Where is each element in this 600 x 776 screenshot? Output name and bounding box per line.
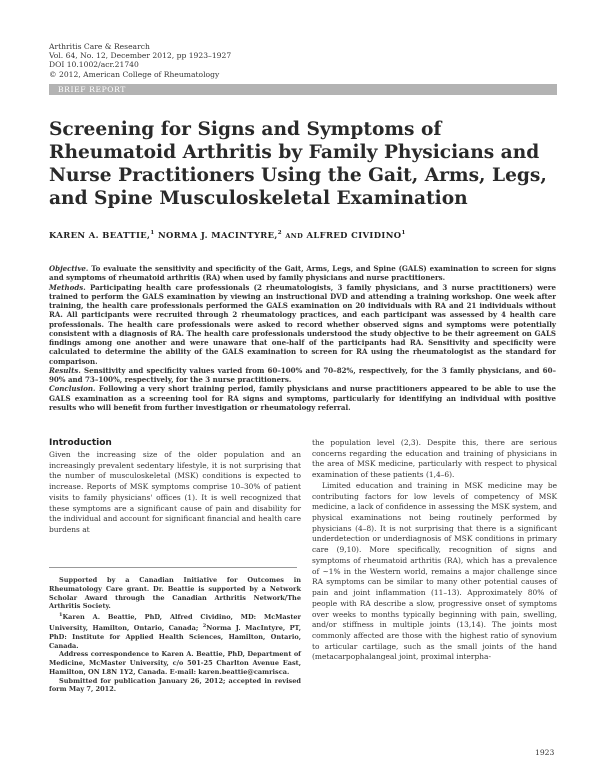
abstract-methods xyxy=(49,283,556,366)
author-3-affil: 1 xyxy=(401,230,406,237)
author-1: KAREN A. BEATTIE, xyxy=(49,230,151,240)
page-number: 1923 xyxy=(535,748,555,757)
objective-text: To evaluate the sensitivity and specificity of the Gait, Arms, Legs, and Spine (GALS) examination to screen for signs and symptoms of rheumatoid arthritis (RA) when used by family physicians and nurse practitioners. xyxy=(49,264,556,283)
journal-info xyxy=(49,42,231,79)
footnote-divider xyxy=(49,567,297,568)
abstract-results xyxy=(49,366,556,385)
footnotes xyxy=(49,576,301,694)
results-label: Results. xyxy=(49,365,81,375)
methods-text: Participating health care professionals (2 rheumatologists, 3 family physicians, and 3 nurse practitioners) were trained to perform the GALS examination by viewing an instructional DVD and attending a training workshop. One week after training, the health care professionals performed the GALS examination on 20 individuals with RA and 21 individuals without RA. All participants were recruited through 2 rheumatology practices, and each participant was assessed by 4 health care professionals. The health care professionals were asked to record whether observed signs and symptoms were potentially consistent with a diagnosis of RA. The health care professionals understood the study objective to be their agreement on GALS findings among one another and were unaware that one-half of the participants had RA. Sensitivity and specificity were calculated to determine the ability of the GALS examination to screen for RA using the rheumatologist as the standard for comparison. xyxy=(49,282,556,366)
footnote-affiliations xyxy=(49,611,301,650)
footnote-correspondence: Address correspondence to Karen A. Beattie, PhD, Department of Medicine, McMaster University, c/o 501-25 Charlton Avenue East, Hamilton, ON L8N 1Y2, Canada. E-mail: karen.beattie@camrisca. xyxy=(49,650,301,676)
intro-paragraph-2: Limited education and training in MSK medicine may be contributing factors for low levels of competency of MSK medicine, a lack of confidence in assessing the MSK system, and physical examinations not being routinely performed by physicians (4–8). It is not surprising that there is a significant underdetection or underdiagnosis of MSK conditions in primary care (9,10). More specifically, recognition of signs and symptoms of rheumatoid arthritis (RA), which has a prevalence of ~1% in the Western world, remains a major challenge since RA symptoms can be similar to many other potential causes of pain and joint inflammation (11–13). Approximately 80% of people with RA describe a slow, progressive onset of symptoms over weeks to months typically beginning with pain, swelling, and/or stiffness in multiple joints (13,14). The joints most commonly affected are those with the highest ratio of synovium to articular cartilage, such as the small joints of the hand (metacarpophalangeal joint, proximal interpha- xyxy=(312,480,557,662)
author-2-affil: 2 xyxy=(277,230,282,237)
methods-label: Methods. xyxy=(49,282,86,292)
journal-copyright: © 2012, American College of Rheumatology xyxy=(49,69,220,79)
journal-doi: DOI 10.1002/acr.21740 xyxy=(49,60,139,70)
left-column xyxy=(49,450,301,536)
introduction-heading: Introduction xyxy=(49,438,112,448)
abstract-conclusion xyxy=(49,384,556,412)
author-2: NORMA J. MACINTYRE, xyxy=(157,230,278,240)
journal-volume: Vol. 64, No. 12, December 2012, pp 1923–1927 xyxy=(49,51,232,61)
intro-paragraph-1-continued: the population level (2,3). Despite this, there are serious concerns regarding the education and training of physicians in the area of MSK medicine, particularly with respect to physical examination of these patients (1,4–6). xyxy=(312,438,557,480)
author-1-affil: 1 xyxy=(150,230,155,237)
article-title: Screening for Signs and Symptoms of Rheumatoid Arthritis by Family Physicians and Nurse Practitioners Using the Gait, Arms, Legs, and Spine Musculoskeletal Examination xyxy=(49,119,547,209)
conclusion-label: Conclusion. xyxy=(49,384,96,394)
abstract xyxy=(49,264,556,412)
affil-2-marker: 2 xyxy=(202,622,207,629)
affil-1-text: Karen A. Beattie, PhD, Alfred Cividino, MD: McMaster University, Hamilton, Ontario, Canada; xyxy=(49,613,301,633)
footnote-funding: Supported by a Canadian Initiative for Outcomes in Rheumatology Care grant. Dr. Beattie is supported by a Network Scholar Award through the Canadian Arthritis Network/The Arthritis Society. xyxy=(49,576,301,611)
right-column xyxy=(312,438,557,663)
affil-1-marker: 1 xyxy=(59,612,63,618)
author-and: AND xyxy=(285,232,304,240)
affil-2-text: Norma J. MacIntyre, PT, PhD: Institute for Applied Health Sciences, Hamilton, Ontario, Canada. xyxy=(49,624,301,650)
section-banner xyxy=(49,84,557,95)
author-line xyxy=(49,230,406,240)
section-label: BRIEF REPORT xyxy=(58,85,126,94)
abstract-objective xyxy=(49,264,556,283)
intro-paragraph-1: Given the increasing size of the older population and an increasingly prevalent sedentary lifestyle, it is not surprising that the number of musculoskeletal (MSK) conditions is expected to increase. Reports of MSK symptoms comprise 10–30% of patient visits to family physicians' offices (1). It is well recognized that these symptoms are a significant cause of pain and disability for the individual and account for significant financial and health care burdens at xyxy=(49,450,301,535)
journal-name: Arthritis Care & Research xyxy=(49,42,150,51)
results-text: Sensitivity and specificity values varied from 60–100% and 70–82%, respectively, for the 3 family physicians, and 60–90% and 73–100%, respectively, for the 3 nurse practitioners. xyxy=(49,365,556,384)
author-3: ALFRED CIVIDINO xyxy=(306,230,402,240)
conclusion-text: Following a very short training period, family physicians and nurse practitioners appeared to be able to use the GALS examination as a screening tool for RA signs and symptoms, particularly for identifying an individual with positive results who will benefit from further investigation or rheumatology referral. xyxy=(49,384,556,412)
objective-label: Objective. xyxy=(49,264,89,273)
footnote-submission: Submitted for publication January 26, 2012; accepted in revised form May 7, 2012. xyxy=(49,676,301,694)
